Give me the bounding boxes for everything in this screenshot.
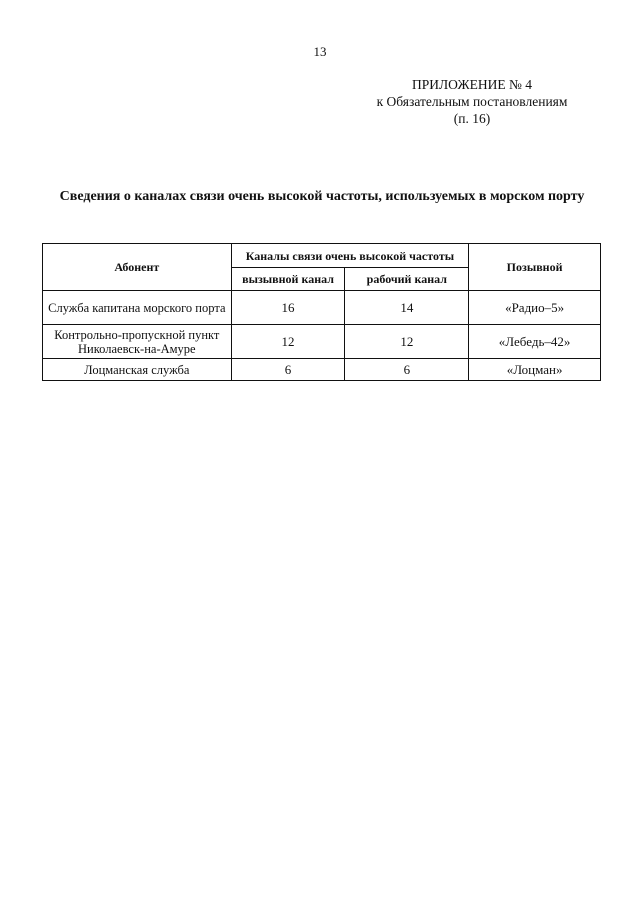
cell-subscriber: Контрольно-пропускной пункт Николаевск-на-Амуре <box>43 325 232 359</box>
header-channels-group: Каналы связи очень высокой частоты <box>231 244 469 268</box>
cell-subscriber: Служба капитана морского порта <box>43 291 232 325</box>
cell-working-channel: 6 <box>345 359 469 381</box>
appendix-reference: к Обязательным постановлениям <box>376 94 568 109</box>
page-number: 13 <box>313 44 327 59</box>
cell-call-channel: 16 <box>231 291 345 325</box>
header-subscriber: Абонент <box>43 244 232 291</box>
header-working-channel: рабочий канал <box>345 268 469 291</box>
cell-callsign: «Лебедь–42» <box>469 325 601 359</box>
channels-table <box>42 243 601 381</box>
cell-callsign: «Радио–5» <box>469 291 601 325</box>
header-call-channel: вызывной канал <box>231 268 345 291</box>
table-row <box>43 359 601 381</box>
document-title: Сведения о каналах связи очень высокой частоты, используемых в морском порту <box>59 189 585 204</box>
cell-callsign: «Лоцман» <box>469 359 601 381</box>
cell-call-channel: 12 <box>231 325 345 359</box>
appendix-title: ПРИЛОЖЕНИЕ № 4 <box>411 77 533 92</box>
table-row <box>43 325 601 359</box>
cell-call-channel: 6 <box>231 359 345 381</box>
cell-working-channel: 14 <box>345 291 469 325</box>
table-row <box>43 291 601 325</box>
appendix-block <box>340 76 604 127</box>
cell-working-channel: 12 <box>345 325 469 359</box>
cell-subscriber: Лоцманская служба <box>43 359 232 381</box>
appendix-clause: (п. 16) <box>453 111 491 126</box>
header-callsign: Позывной <box>469 244 601 291</box>
table-header-row <box>43 244 601 268</box>
